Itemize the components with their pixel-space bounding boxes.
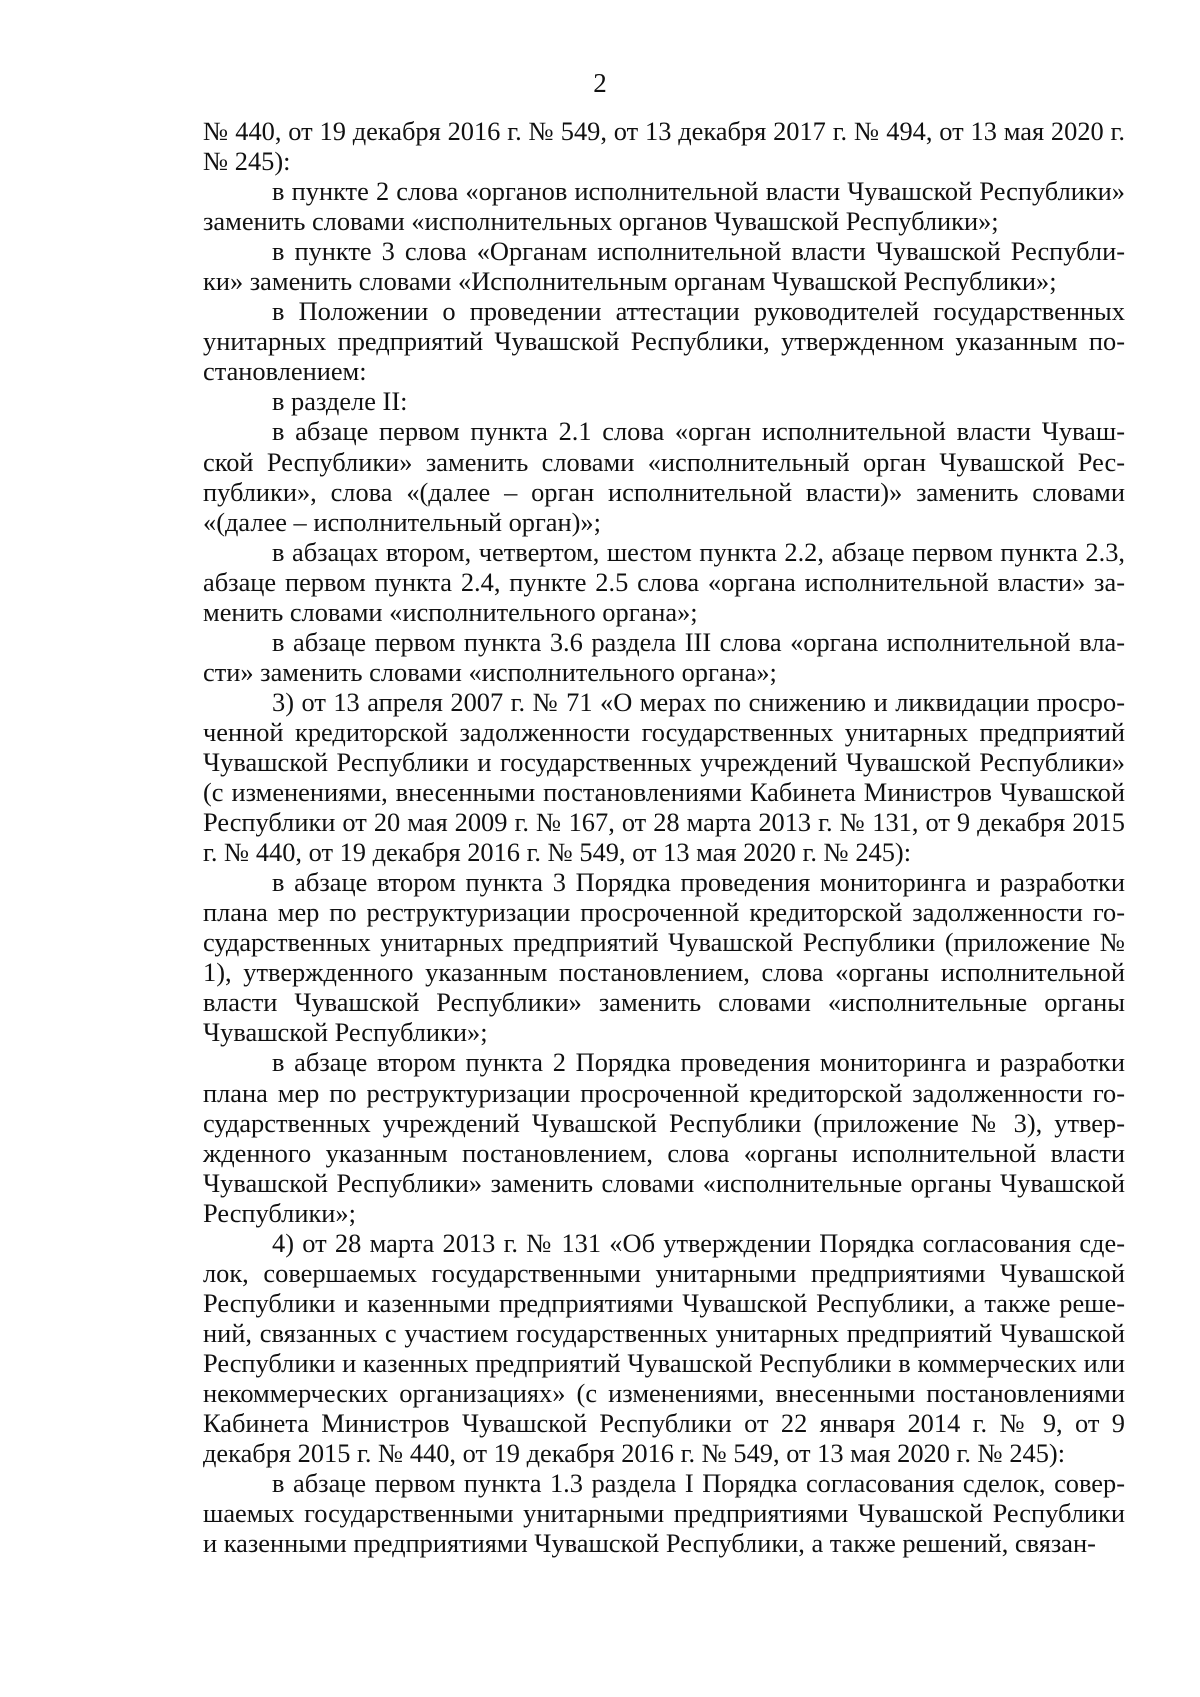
paragraph: в абзаце первом пункта 2.1 слова «орган исполнительной власти Чувашской Республики» заменить словами «исполнительный орган Чувашской Республики», слова «(далее – орган исполнительной власти)» заменить словами «(далее – исполнительный орган)»; (203, 416, 1125, 537)
paragraph: в разделе II: (272, 386, 408, 417)
paragraph: 4) от 28 марта 2013 г. № 131 «Об утверждении Порядка согласования сделок, совершаемых государственными унитарными предприятиями Чувашской Республики и казенными предприятиями Чувашской Республики, а также решений, связанных с участием государственных унитарных предприятий Чувашской Республики и казенных предприятий Чувашской Республики в коммерческих или некоммерческих организациях» (с изменениями, внесенными постановлениями Кабинета Министров Чувашской Республики от 22 января 2014 г. № 9, от 9 декабря 2015 г. № 440, от 19 декабря 2016 г. № 549, от 13 мая 2020 г. № 245): (203, 1227, 1125, 1469)
paragraph: в абзаце первом пункта 1.3 раздела I Порядка согласования сделок, совершаемых государственными унитарными предприятиями Чувашской Республики и казенными предприятиями Чувашской Республики, а также решений, связан- (203, 1468, 1125, 1559)
document-body (203, 116, 1125, 1558)
page-number: 2 (593, 68, 607, 98)
paragraph: в Положении о проведении аттестации руководителей государственных унитарных предприятий Чувашской Республики, утвержденном указанным постановлением: (203, 296, 1125, 387)
paragraph: в пункте 2 слова «органов исполнительной власти Чувашской Республики» заменить словами «исполнительных органов Чувашской Республики»; (203, 176, 1125, 237)
paragraph: 3) от 13 апреля 2007 г. № 71 «О мерах по снижению и ликвидации просроченной кредиторской задолженности государственных унитарных предприятий Чувашской Республики и государственных учреждений Чувашской Республики» (с изменениями, внесенными постановлениями Кабинета Министров Чувашской Республики от 20 мая 2009 г. № 167, от 28 марта 2013 г. № 131, от 9 декабря 2015 г. № 440, от 19 декабря 2016 г. № 549, от 13 мая 2020 г. № 245): (203, 686, 1125, 868)
paragraph: в абзаце втором пункта 2 Порядка проведения мониторинга и разработки плана мер по реструктуризации просроченной кредиторской задолженности государственных учреждений Чувашской Республики (приложение № 3), утвержденного указанным постановлением, слова «органы исполнительной власти Чувашской Республики» заменить словами «исполнительные органы Чувашской Республики»; (203, 1047, 1125, 1228)
paragraph: в пункте 3 слова «Органам исполнительной власти Чувашской Республики» заменить словами «Исполнительным органам Чувашской Республики»; (203, 236, 1125, 297)
paragraph: № 440, от 19 декабря 2016 г. № 549, от 13 декабря 2017 г. № 494, от 13 мая 2020 г. № 245): (203, 116, 1125, 177)
paragraph: в абзацах втором, четвертом, шестом пункта 2.2, абзаце первом пункта 2.3, абзаце первом пункта 2.4, пункте 2.5 слова «органа исполнительной власти» заменить словами «исполнительного органа»; (203, 536, 1125, 627)
paragraph: в абзаце первом пункта 3.6 раздела III слова «органа исполнительной власти» заменить словами «исполнительного органа»; (203, 626, 1125, 687)
paragraph: в абзаце втором пункта 3 Порядка проведения мониторинга и разработки плана мер по реструктуризации просроченной кредиторской задолженности государственных унитарных предприятий Чувашской Республики (приложение № 1), утвержденного указанным постановлением, слова «органы исполнительной власти Чувашской Республики» заменить словами «исполнительные органы Чувашской Республики»; (203, 867, 1125, 1048)
